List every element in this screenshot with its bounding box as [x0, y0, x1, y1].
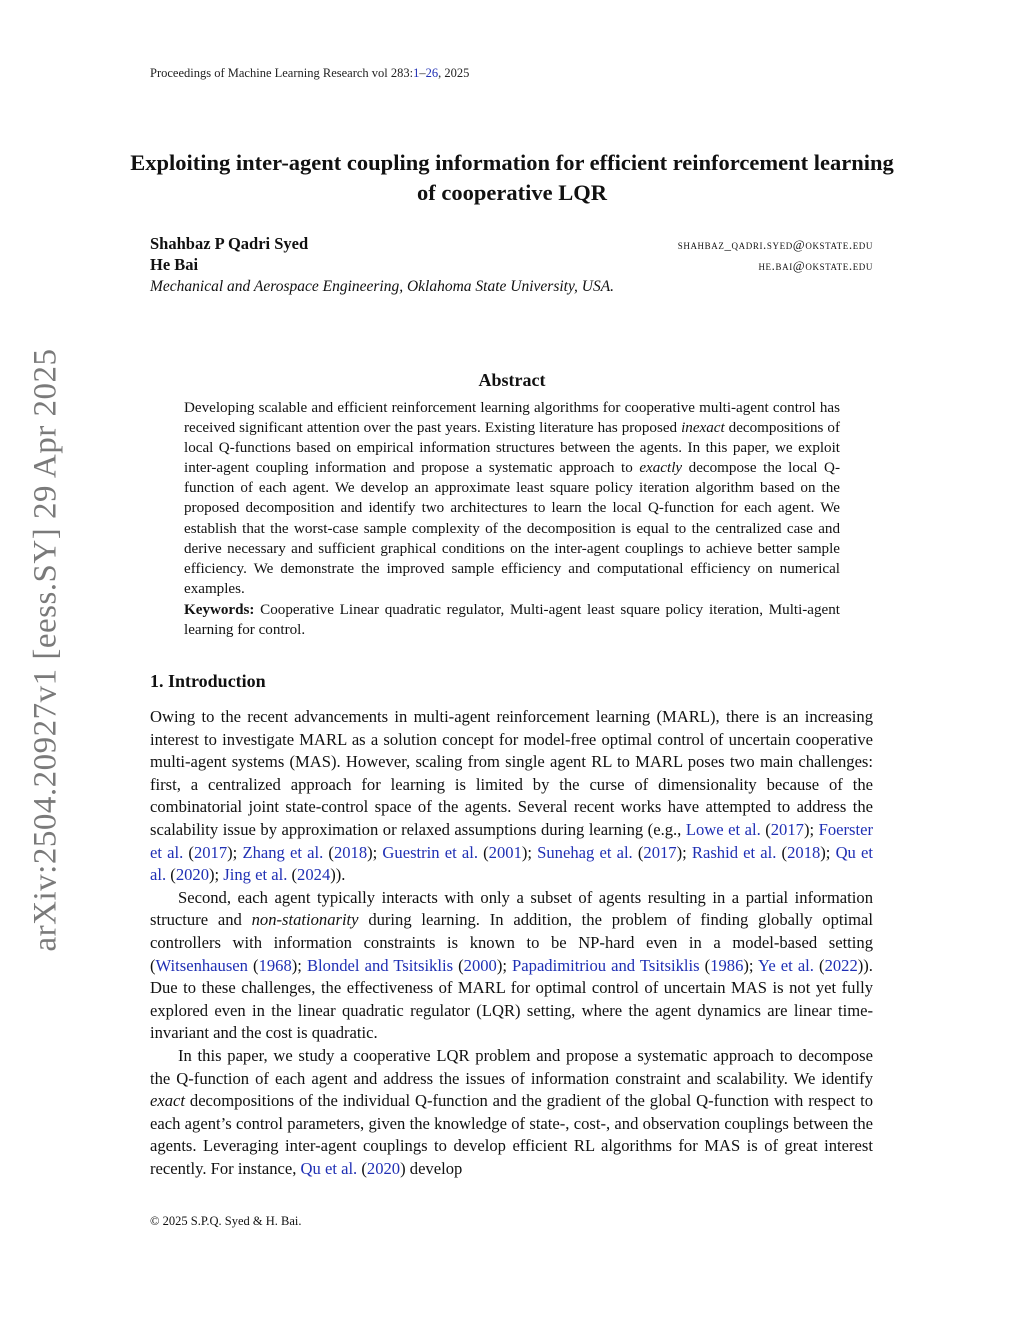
header-prefix: Proceedings of Machine Learning Research vol 283:: [150, 66, 414, 80]
citation-year-link[interactable]: 2020: [366, 1158, 401, 1178]
citation-link[interactable]: Sunehag et al.: [537, 842, 633, 862]
abstract-emphasis: exactly: [639, 460, 683, 477]
keywords-label: Keywords:: [184, 602, 255, 618]
citation-year-link[interactable]: 2024: [297, 865, 331, 885]
header-dash: –: [419, 66, 426, 80]
citation-link[interactable]: Papadimitriou and Tsitsiklis: [512, 955, 700, 975]
abstract-body: [184, 398, 840, 599]
copyright-footer: © 2025 S.P.Q. Syed & H. Bai.: [150, 1214, 302, 1228]
arxiv-sidebar-stamp: arXiv:2504.20927v1 [eess.SY] 29 Apr 2025: [27, 348, 64, 952]
citation-link[interactable]: Qu et al.: [300, 1158, 358, 1178]
intro-paragraph-2: Second, each agent typically interacts with only a subset of agents resulting in a partial information structure and non-stationarity during learning. In addition, the problem of finding globally optimal controllers with information constraints is known to be NP-hard even in a model-based setting (Witsenhausen (1968); Blondel and Tsitsiklis (2000); Papadimitriou and Tsitsiklis (1986); Ye et al. (2022)). Due to these challenges, the effectiveness of MARL for optimal control of uncertain MAS is not yet fully explored even in the linear quadratic regulator (LQR) setting, where the agent dynamics are linear time-invariant and the cost is quadratic.: [150, 887, 873, 1043]
citation-year-link[interactable]: 2001: [488, 842, 522, 862]
author-block: [150, 234, 873, 296]
keywords: [184, 600, 840, 640]
section-heading-introduction: 1. Introduction: [150, 671, 266, 691]
citation-link[interactable]: Zhang et al.: [242, 842, 324, 862]
intro-paragraph-3: In this paper, we study a cooperative LQR problem and propose a systematic approach to decompose the Q-function of each agent and address the issues of information constraint and scalability. We identify exact decompositions of the individual Q-function and the gradient of the global Q-function with respect to each agent’s control parameters, given the knowledge of state-, cost-, and observation couplings between the agents. Leveraging inter-agent couplings to develop efficient RL algorithms for MAS is of great interest recently. For instance, Qu et al. (2020) develop: [150, 1045, 873, 1178]
citation-link[interactable]: Witsenhausen: [155, 955, 248, 975]
intro-text: ).: [335, 865, 346, 885]
header-suffix: , 2025: [438, 66, 470, 80]
abstract-text: decompositions of local Q-functions based on empirical information structures between the agents. In this paper, we exploit inter-agent coupling information and propose a systematic approach to: [184, 420, 840, 477]
abstract-text: Developing scalable and efficient reinforcement learning algorithms for cooperative multi-agent control has received significant attention over the past years. Existing literature has proposed: [184, 400, 840, 437]
citation-year-link[interactable]: 1986: [710, 955, 744, 975]
intro-text: decompositions of the individual Q-function and the gradient of the global Q-function with respect to each agent’s control parameters, given the knowledge of state-, cost-, and observation couplings between the agents. Leveraging inter-agent couplings to develop efficient RL algorithms for MAS is of great interest recently. For instance,: [150, 1091, 873, 1178]
intro-text: develop: [405, 1158, 463, 1178]
intro-text: In this paper, we study a cooperative LQR problem and propose a systematic approach to decompose the Q-function of each agent and address the issues of information constraint and scalability. We identify: [150, 1045, 873, 1088]
intro-emphasis: non-stationarity: [251, 910, 359, 930]
intro-paragraph-1: Owing to the recent advancements in multi-agent reinforcement learning (MARL), there is an increasing interest to investigate MARL as a solution concept for model-free optimal control of uncertain cooperative multi-agent systems (MAS). However, scaling from single agent RL to MARL poses two main challenges: first, a centralized approach for learning is limited by the curse of dimensionality because of the combinatorial joint state-control space of the agents. Several recent works have attempted to address the scalability issue by approximation or relaxed assumptions during learning (e.g., Lowe et al. (2017); Foerster et al. (2017); Zhang et al. (2018); Guestrin et al. (2001); Sunehag et al. (2017); Rashid et al. (2018); Qu et al. (2020); Jing et al. (2024)).: [150, 707, 873, 885]
citation-link[interactable]: Rashid et al.: [691, 842, 777, 862]
citation-link[interactable]: Foerster et al.: [150, 819, 873, 862]
intro-text: ). Due to these challenges, the effectiveness of MARL for optimal control of uncertain MAS is not yet fully explored even in the linear quadratic regulator (LQR) setting, where the agent dynamics are linear time-invariant and the cost is quadratic.: [150, 955, 873, 1043]
author-row: [150, 255, 873, 276]
citation-link[interactable]: Jing et al.: [223, 865, 288, 885]
citation-year-link[interactable]: 2000: [463, 955, 497, 975]
citation-year-link[interactable]: 2022: [824, 955, 858, 975]
citation-link[interactable]: Blondel and Tsitsiklis: [306, 955, 454, 975]
citation-year-link[interactable]: 2018: [333, 842, 368, 862]
paper-title: Exploiting inter-agent coupling information for efficient reinforcement learning of cooperative LQR: [130, 150, 894, 205]
citation-year-link[interactable]: 2017: [770, 819, 804, 839]
author-row: [150, 234, 873, 255]
author-name: He Bai: [150, 255, 199, 274]
citation-link[interactable]: Ye et al.: [758, 955, 814, 975]
intro-emphasis: exact: [150, 1091, 186, 1111]
intro-text: Owing to the recent advancements in multi-agent reinforcement learning (MARL), there is an increasing interest to investigate MARL as a solution concept for model-free optimal control of uncertain cooperative multi-agent systems (MAS). However, scaling from single agent RL to MARL poses two main challenges: first, a centralized approach for learning is limited by the curse of dimensionality because of the combinatorial joint state-control space of the agents. Several recent works have attempted to address the scalability issue by approximation or relaxed assumptions during learning (e.g.,: [150, 707, 873, 839]
affiliation: Mechanical and Aerospace Engineering, Oklahoma State University, USA.: [150, 278, 615, 295]
running-header: [150, 66, 469, 81]
intro-text: Second, each agent typically interacts with only a subset of agents resulting in a partial information structure and: [150, 887, 873, 930]
citation-year-link[interactable]: 2020: [175, 865, 209, 885]
intro-text: during learning. In addition, the problem of finding globally optimal controllers with information constraints is known to be NP-hard even in a model-based setting (: [150, 910, 873, 975]
citation-link[interactable]: Lowe et al.: [685, 819, 761, 839]
abstract-emphasis: inexact: [681, 420, 725, 437]
abstract-text: decompose the local Q-function of each agent. We develop an approximate least square policy iteration algorithm based on the proposed decomposition and identify two architectures to learn the local Q-function for each agent. We establish that the worst-case sample complexity of the decomposition is equal to the centralized case and derive necessary and sufficient graphical conditions on the inter-agent couplings to achieve better sample efficiency. We demonstrate the improved sample efficiency and computational efficiency on numerical examples.: [184, 460, 840, 597]
keywords-text: Cooperative Linear quadratic regulator, Multi-agent least square policy iteration, Multi-agent learning for control.: [184, 602, 840, 639]
citation-link[interactable]: Guestrin et al.: [382, 842, 478, 862]
citation-year-link[interactable]: 2017: [193, 842, 228, 862]
abstract-heading: Abstract: [478, 370, 546, 390]
citation-year-link[interactable]: 1968: [258, 955, 292, 975]
author-email: shahbaz_qadri.syed@okstate.edu: [677, 237, 873, 252]
citation-link[interactable]: Qu et al.: [150, 842, 873, 885]
citation-year-link[interactable]: 2018: [787, 842, 821, 862]
header-page-end-link[interactable]: 26: [425, 66, 439, 80]
author-email: he.bai@okstate.edu: [758, 258, 873, 273]
author-name: Shahbaz P Qadri Syed: [150, 234, 309, 253]
introduction-body: [150, 706, 873, 1180]
header-page-start-link[interactable]: 1: [413, 66, 420, 80]
citation-year-link[interactable]: 2017: [643, 842, 677, 862]
